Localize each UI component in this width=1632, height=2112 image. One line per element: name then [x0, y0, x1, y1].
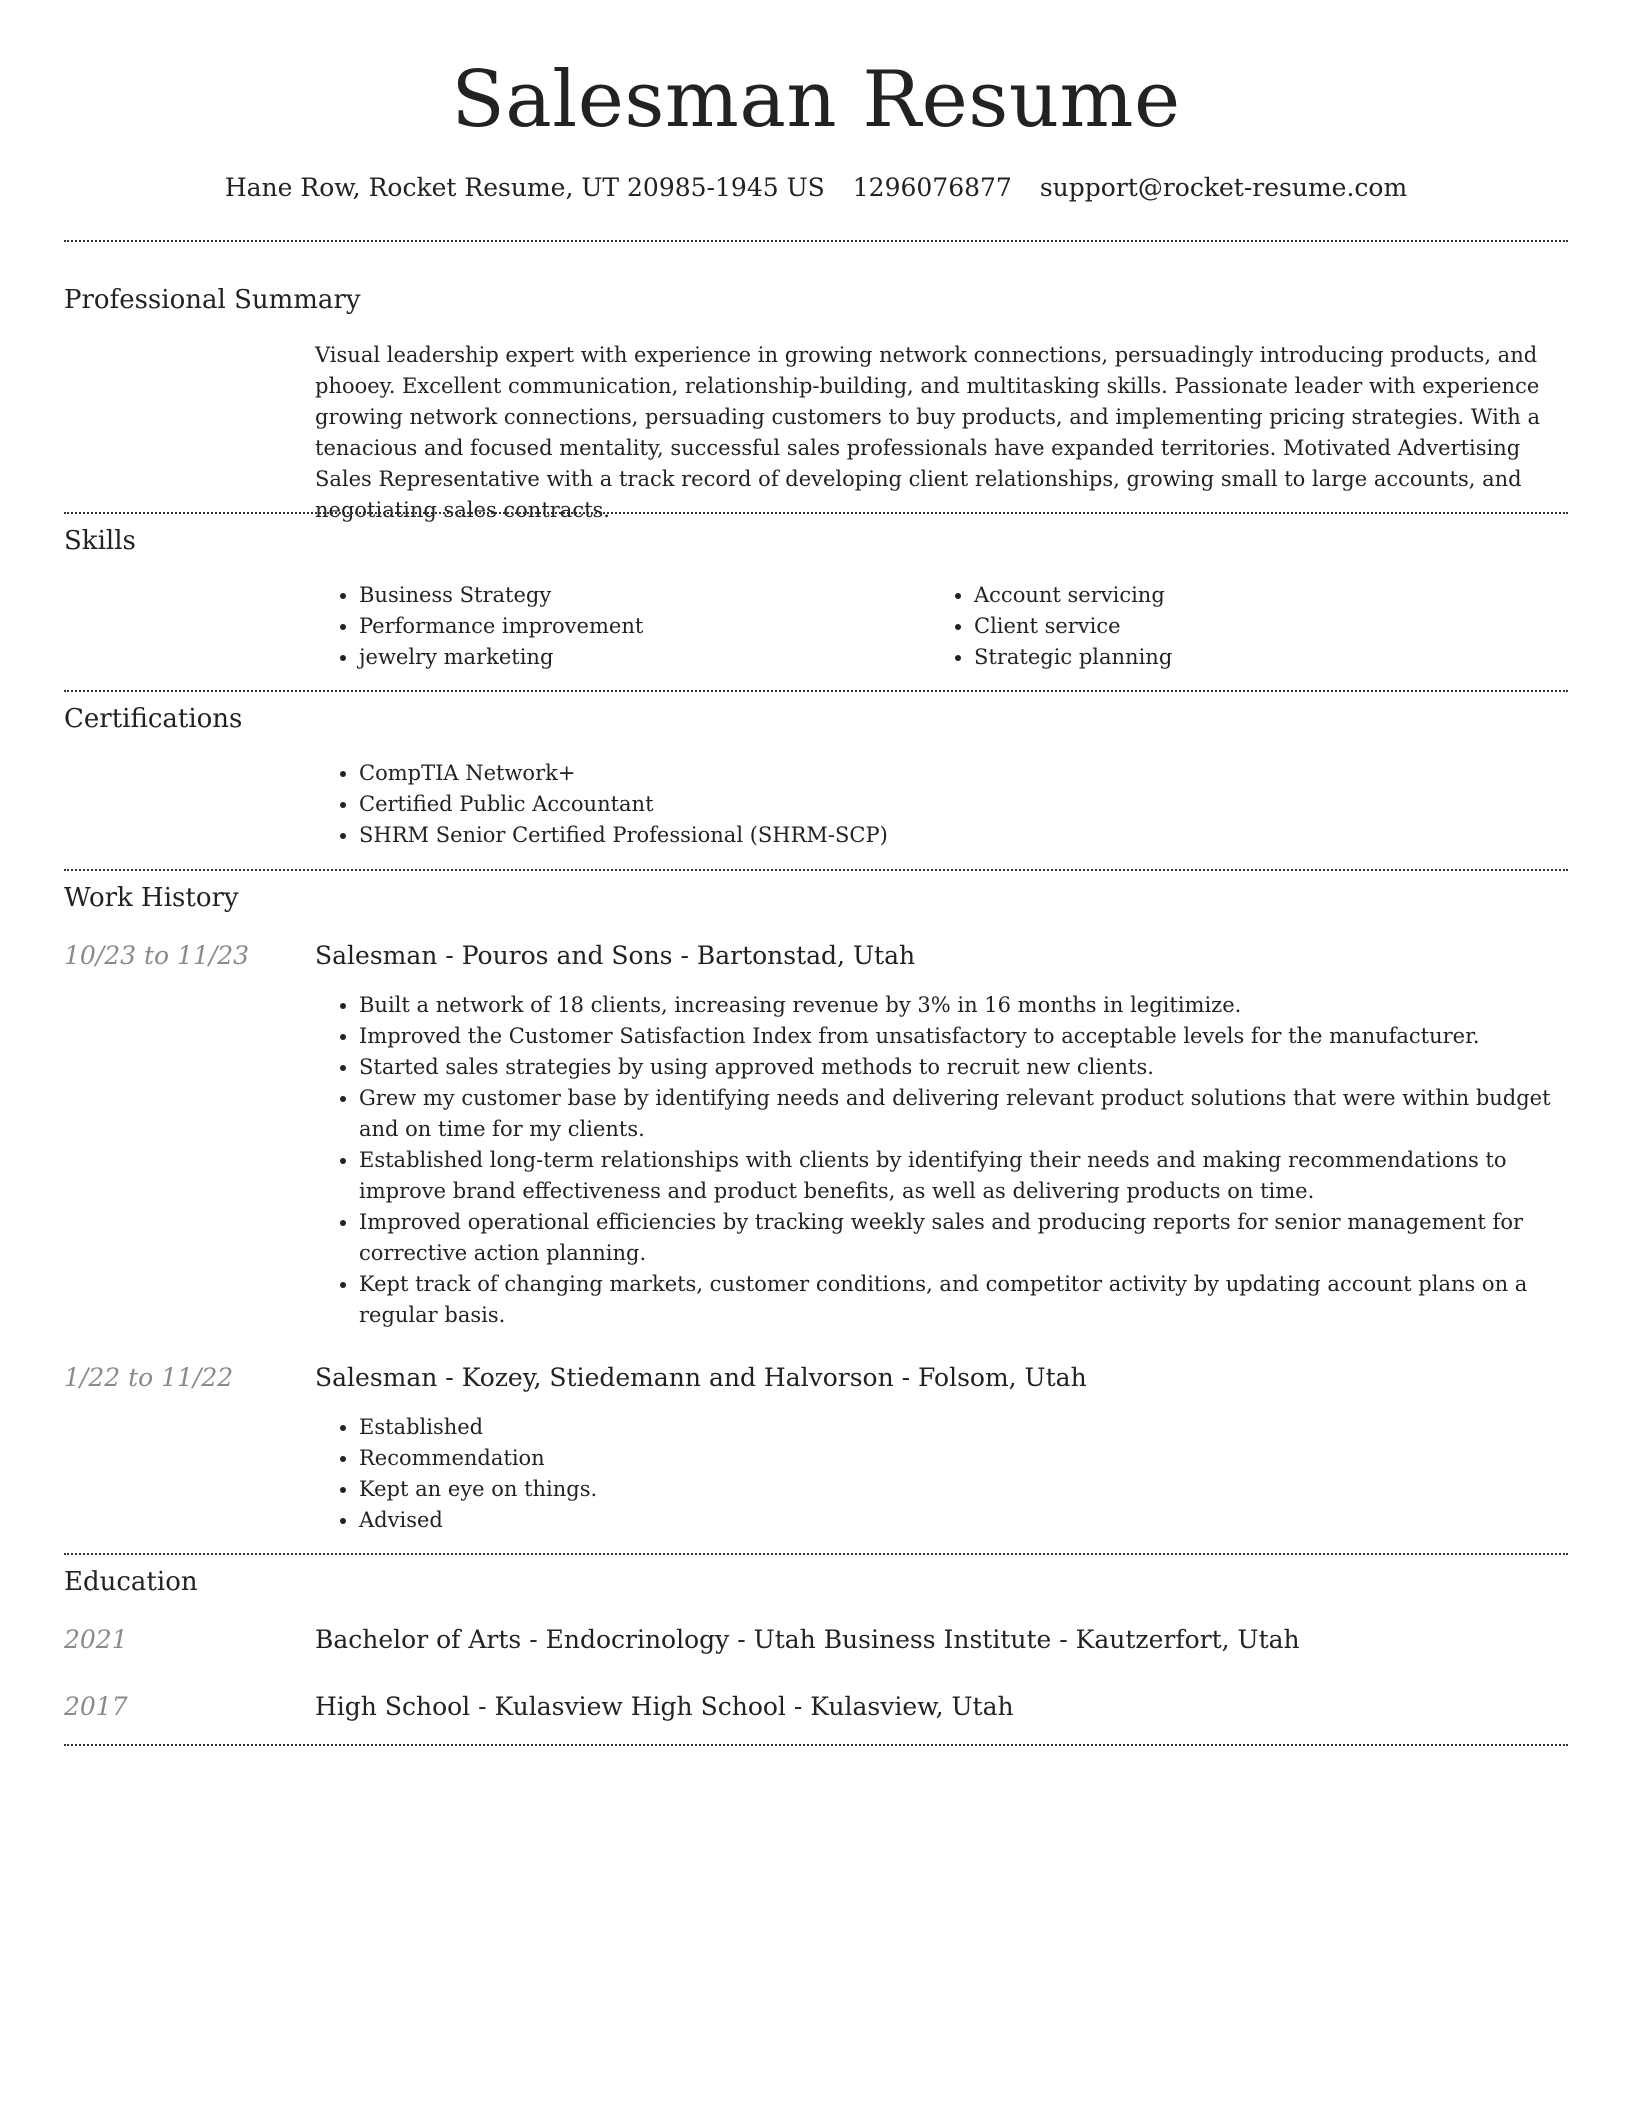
divider [64, 690, 1568, 692]
job-bullet: • Established [359, 1412, 1571, 1443]
job-bullets [315, 990, 1571, 1331]
certification-item: • Certified Public Accountant [359, 789, 1559, 820]
job-dates: 1/22 to 11/22 [64, 1363, 234, 1392]
skill-item: • Performance improvement [359, 611, 919, 642]
job-bullets [315, 1412, 1571, 1536]
job-bullet: • Started sales strategies by using approved methods to recruit new clients. [359, 1052, 1571, 1083]
section-heading-summary: Professional Summary [64, 285, 361, 315]
skills-list-left [315, 580, 919, 673]
section-heading-skills: Skills [64, 526, 136, 556]
certification-item: • SHRM Senior Certified Professional (SHRM-SCP) [359, 820, 1559, 851]
education-year: 2021 [64, 1625, 128, 1654]
job-bullet: • Advised [359, 1505, 1571, 1536]
skill-item: • Strategic planning [974, 642, 1534, 673]
education-year: 2017 [64, 1692, 128, 1721]
contact-address: Hane Row, Rocket Resume, UT 20985-1945 US [224, 173, 825, 202]
job-bullet: • Kept track of changing markets, customer conditions, and competitor activity by updating account plans on a regular basis. [359, 1269, 1571, 1331]
skills-list-right [930, 580, 1534, 673]
job-bullet: • Grew my customer base by identifying needs and delivering relevant product solutions that were within budget and on time for my clients. [359, 1083, 1571, 1145]
education-entry [315, 1689, 1014, 1725]
certification-item: • CompTIA Network+ [359, 758, 1559, 789]
section-heading-certifications: Certifications [64, 704, 243, 734]
skill-item: • Account servicing [974, 580, 1534, 611]
divider [64, 1744, 1568, 1746]
job-title: Salesman - Kozey, Stiedemann and Halvorson - Folsom, Utah [315, 1363, 1087, 1392]
divider [64, 512, 1568, 514]
job-bullet: • Built a network of 18 clients, increasing revenue by 3% in 16 months in legitimize. [359, 990, 1571, 1021]
education-details: - Utah Business Institute - Kautzerfort, Utah [729, 1625, 1300, 1654]
section-heading-work-history: Work History [64, 883, 239, 913]
job-bullet: • Improved operational efficiencies by tracking weekly sales and producing reports for senior management for corrective action planning. [359, 1207, 1571, 1269]
divider [64, 869, 1568, 871]
contact-line [0, 170, 1632, 206]
job-bullet: • Recommendation [359, 1443, 1571, 1474]
contact-phone: 1296076877 [852, 173, 1012, 202]
education-entry [315, 1622, 1300, 1658]
education-degree: High School [315, 1692, 471, 1721]
job-bullet: • Kept an eye on things. [359, 1474, 1571, 1505]
education-degree: Bachelor of Arts - Endocrinology [315, 1625, 730, 1654]
certifications-list [315, 758, 1559, 851]
skill-item: • Client service [974, 611, 1534, 642]
education-details: - Kulasview High School - Kulasview, Utah [470, 1692, 1014, 1721]
divider [64, 1553, 1568, 1555]
section-heading-education: Education [64, 1567, 198, 1597]
contact-email: support@rocket-resume.com [1039, 173, 1408, 202]
job-dates: 10/23 to 11/23 [64, 941, 250, 970]
resume-title: Salesman Resume [451, 55, 1181, 145]
divider [64, 240, 1568, 242]
skill-item: • Business Strategy [359, 580, 919, 611]
job-title: Salesman - Pouros and Sons - Bartonstad, Utah [315, 941, 916, 970]
job-bullet: • Improved the Customer Satisfaction Index from unsatisfactory to acceptable levels for the manufacturer. [359, 1021, 1571, 1052]
summary-text: Visual leadership expert with experience in growing network connections, persuadingly introducing products, and phooey. Excellent communication, relationship-building, and multitasking skills. Passionate leader with experience growing network connections, persuading customers to buy products, and implementing pricing strategies. With a tenacious and focused mentality, successful sales professionals have expanded territories. Motivated Advertising Sales Representative with a track record of developing client relationships, growing small to large accounts, and negotiating sales contracts. [315, 343, 1541, 522]
job-bullet: • Established long-term relationships with clients by identifying their needs and making recommendations to improve brand effectiveness and product benefits, as well as delivering products on time. [359, 1145, 1571, 1207]
skill-item: • jewelry marketing [359, 642, 919, 673]
